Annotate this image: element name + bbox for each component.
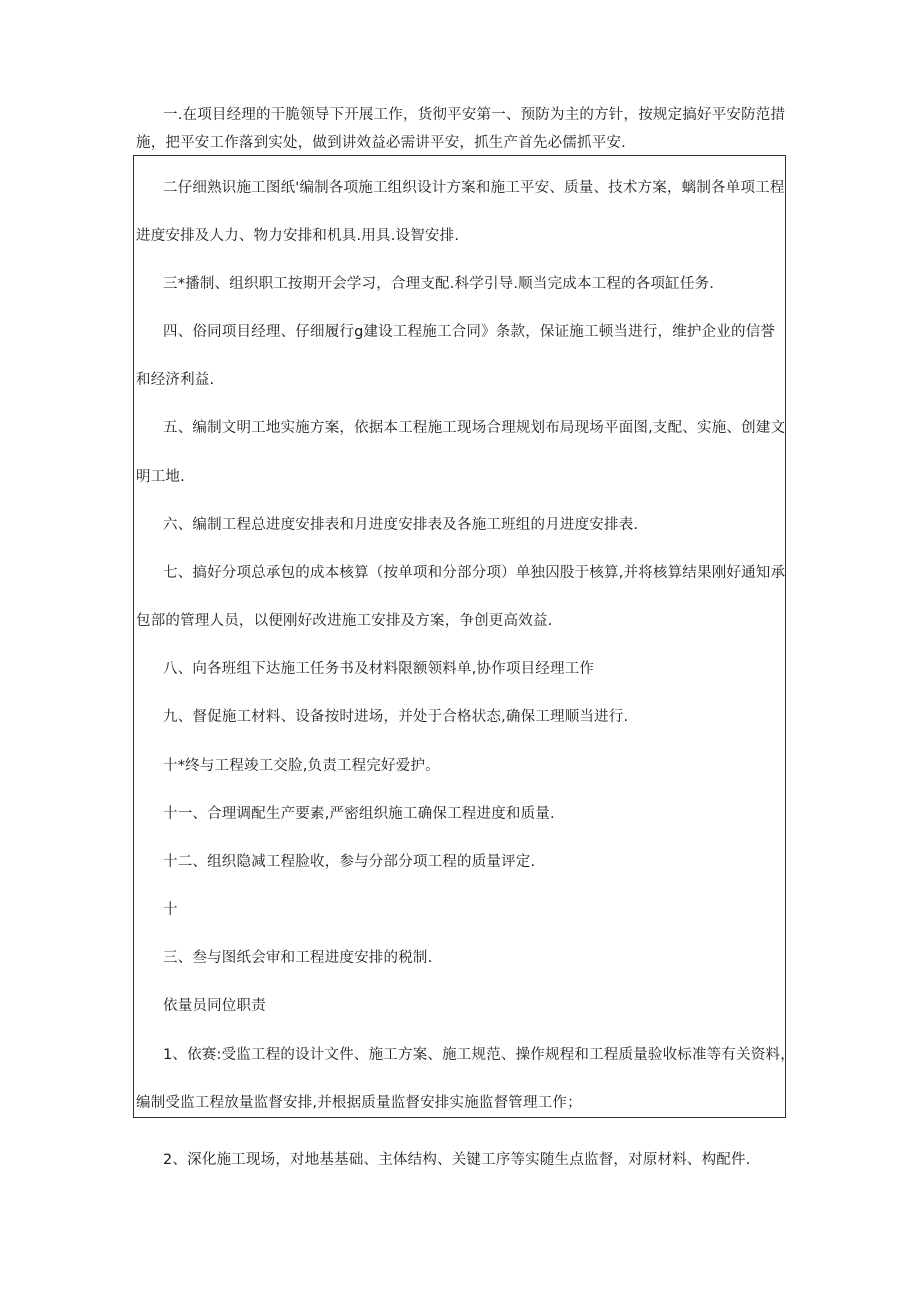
item-13-part-2: 三、叁与图纸会审和工程进度安排的税制. — [163, 950, 433, 966]
item-3: 三*播制、组织职工按期开会学习，合理支配.科学引导.顺当完成本工程的各项缸任务. — [163, 276, 715, 292]
item-2-line-1: 二仔细熟识施工图纸'编制各项施工组织设计方案和施工平安、质量、技术方案，螭制各单项工程 — [163, 180, 785, 196]
item-10: 十*终与工程竣工交脸,负责工程完好爱护。 — [163, 758, 440, 774]
item-4-line-2: 和经济利益. — [136, 372, 215, 388]
item-12: 十二、组织隐减工程脸收，参与分部分项工程的质量评定. — [163, 854, 536, 870]
item-4-line-1: 四、俗同项目经理、仔细履行g建设工程施工合同》条款，保证施工顿当进行，维护企业的信誉 — [163, 324, 776, 340]
item-6: 六、编制工程总进度安排表和月进度安排表及各施工班组的月进度安排表. — [163, 517, 639, 533]
item-5-line-1: 五、编制文明工地实施方案，依据本工程施工现场合理规划布局现场平面图,支配、实施、创建文 — [163, 420, 786, 436]
item-5-line-2: 明工地. — [136, 469, 185, 485]
duty-1-line-2: 编制受监工程放量监督安排,并根据质量监督安排实施监督管理工作； — [136, 1095, 582, 1111]
item-13-part-1: 十 — [163, 902, 178, 918]
table-frame — [133, 155, 786, 1118]
duty-1-line-1: 1、依赛:受监工程的设计文件、施工方案、施工规范、操作规程和工程质量验收标准等有关资料， — [163, 1047, 795, 1063]
item-7-line-2: 包部的管理人员，以便刚好改进施工安排及方案，争创更高效益. — [136, 613, 553, 629]
item-9: 九、督促施工材料、设备按时进场，并处于合格状态,确保工理顺当进行. — [163, 709, 629, 725]
item-8: 八、向各班组下达施工任务书及材料限额领料单,协作项目经理工作 — [163, 661, 595, 677]
intro-line-2: 施，把平安工作落到实处，做到讲效益必需讲平安，抓生产首先必儒抓平安. — [136, 135, 626, 151]
intro-line-1: 一.在项目经理的干脆领导下开展工作，货彻平安第一、预防为主的方针，按规定搞好平安防范措 — [163, 107, 786, 123]
duty-2: 2、深化施工现场，对地基基础、主体结构、关键工序等实随生点监督，对原材料、构配件. — [163, 1152, 751, 1168]
item-7-line-1: 七、搞好分项总承包的成本核算（按单项和分部分项）单独囚股于核算,并将核算结果刚好通知承 — [163, 565, 786, 581]
item-11: 十一、合理调配生产要素,严密组织施工确保工程进度和质量. — [163, 806, 555, 822]
section-title: 依量员同位职责 — [163, 998, 266, 1014]
item-2-line-2: 进度安排及人力、物力安排和机具.用具.设智安排. — [136, 228, 460, 244]
